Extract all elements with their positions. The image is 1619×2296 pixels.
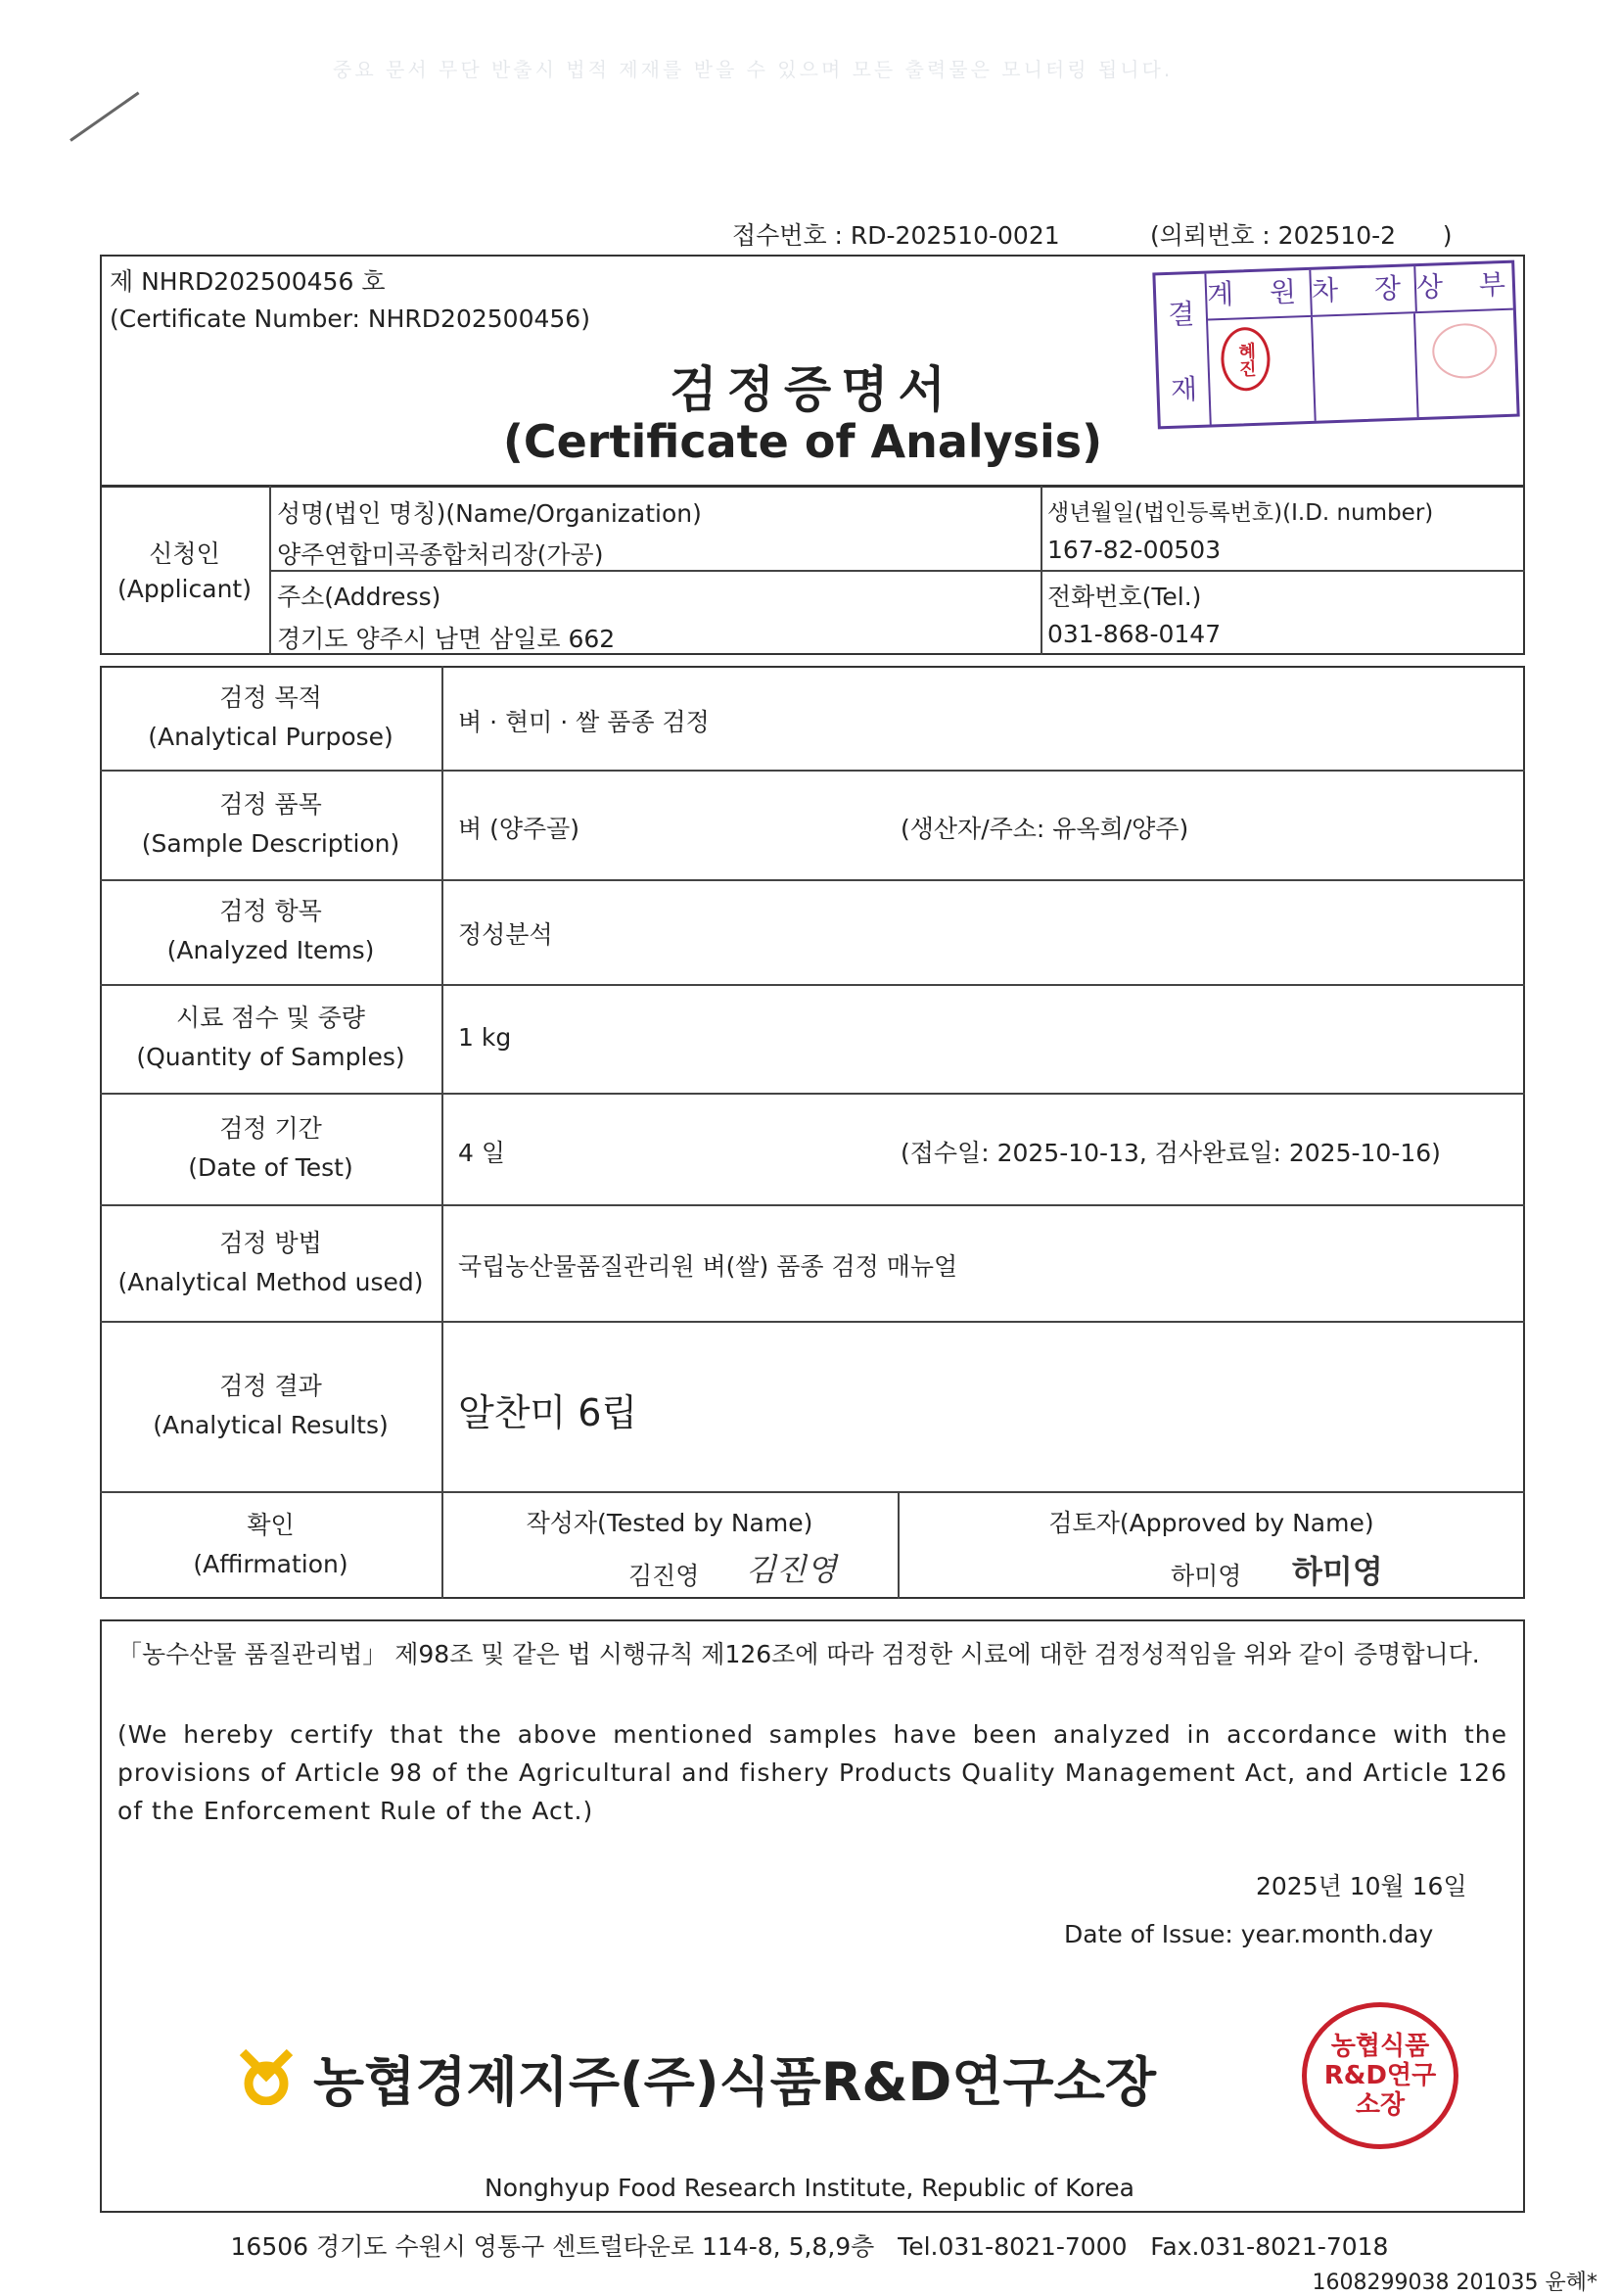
stamp-header: 계 원 (1206, 270, 1313, 319)
issuer-name: 농협경제지주(주)식품R&D연구소장 (313, 2051, 1156, 2113)
applicant-address: 경기도 양주시 남면 삼일로 662 (277, 625, 616, 653)
approved-by-label: 검토자(Approved by Name) (1048, 1509, 1374, 1537)
row-label: 확인 (247, 1511, 295, 1539)
row-label-en: (Analytical Results) (153, 1411, 389, 1439)
print-id: 1608299038 201035 윤혜* (1312, 2271, 1597, 2295)
watermark-notice: 중요 문서 무단 반출시 법적 제재를 받을 수 있으며 모든 출력물은 모니터링 됩니다. (333, 58, 1174, 81)
row-label-en: (Sample Description) (141, 829, 400, 858)
official-seal-text: 농협식품R&D연구소장 (1323, 2032, 1437, 2120)
row-label-en: (Analytical Purpose) (148, 723, 393, 751)
row-value: 벼 · 현미 · 쌀 품종 검정 (458, 708, 710, 736)
statement-box (100, 1619, 1525, 2213)
statement-en: (We hereby certify that the above mentioned samples have been analyzed in accordance with the provisions of Article 98 of the Agricultural and fishery Products Quality Management Act, and Article 126 of the Enforcement Rule of the Act.) (117, 1720, 1507, 1825)
stamp-side-label: 재 (1170, 372, 1198, 406)
row-value: 1 kg (458, 1023, 512, 1052)
row-label: 검정 방법 (219, 1229, 322, 1257)
tel-label: 전화번호(Tel.) (1047, 583, 1202, 611)
request-number: (의뢰번호 : 202510-2 ) (1150, 221, 1453, 250)
tested-by-name: 김진영 (628, 1562, 700, 1590)
row-value: 벼 (양주골) (458, 815, 580, 843)
page-title-en: (Certificate of Analysis) (502, 415, 1103, 468)
tested-by-label: 작성자(Tested by Name) (526, 1509, 813, 1537)
row-label: 검정 품목 (219, 790, 322, 819)
row-label-en: (Quantity of Samples) (136, 1043, 405, 1071)
official-seal (1302, 2002, 1458, 2149)
analysis-result: 알찬미 6립 (458, 1391, 638, 1434)
applicant-tel: 031-868-0147 (1047, 620, 1222, 648)
certificate-number-ko: 제 NHRD202500456 호 (110, 267, 386, 296)
certificate-number-en: (Certificate Number: NHRD202500456) (110, 305, 590, 333)
tested-by-signature: 김진영 (746, 1551, 837, 1588)
row-label-en: (Analytical Method used) (117, 1268, 424, 1296)
row-value: 정성분석 (458, 920, 553, 949)
nonghyup-logo-icon (235, 2046, 298, 2105)
statement-ko: 「농수산물 품질관리법」 제98조 및 같은 법 시행규칙 제126조에 따라 검정한 시료에 대한 검정성적임을 위와 같이 증명합니다. (117, 1640, 1480, 1668)
row-label: 시료 점수 및 중량 (176, 1004, 365, 1032)
row-label: 검정 목적 (219, 683, 322, 712)
footer-address: 16506 경기도 수원시 영통구 센트럴타운로 114-8, 5,8,9층 Tel.031-8021-7000 Fax.031-8021-7018 (230, 2232, 1389, 2261)
faded-seal (1431, 322, 1498, 379)
applicant-label-en: (Applicant) (117, 575, 252, 603)
stamp-header: 상 부 (1415, 267, 1520, 305)
page-title: 검정증명서 (670, 361, 955, 418)
stamp-side-label: 결 (1167, 297, 1195, 331)
approval-stamp (1152, 260, 1519, 430)
issue-date: 2025년 10월 16일 (1256, 1872, 1467, 1900)
address-label: 주소(Address) (277, 583, 441, 611)
personal-seal: 혜진 (1220, 326, 1271, 392)
approved-by-name: 하미영 (1171, 1562, 1242, 1590)
id-label: 생년월일(법인등록번호)(I.D. number) (1047, 500, 1434, 526)
name-label: 성명(법인 명칭)(Name/Organization) (277, 499, 702, 528)
row-value: 국립농산물품질관리원 벼(쌀) 품종 검정 매뉴얼 (458, 1252, 958, 1281)
row-label: 검정 항목 (219, 897, 322, 925)
row-label-en: (Date of Test) (188, 1153, 353, 1182)
row-value: 4 일 (458, 1139, 506, 1167)
applicant-name: 양주연합미곡종합처리장(가공) (277, 540, 604, 569)
approved-by-signature: 하미영 (1292, 1553, 1383, 1590)
applicant-id: 167-82-00503 (1047, 536, 1222, 564)
scan-mark (69, 92, 139, 142)
row-label-en: (Analyzed Items) (166, 936, 375, 964)
row-extra: (생산자/주소: 유옥희/양주) (901, 815, 1189, 843)
row-label: 검정 결과 (219, 1372, 322, 1400)
applicant-label: 신청인 (149, 539, 220, 568)
issuer-name-en: Nonghyup Food Research Institute, Republic of Korea (485, 2174, 1134, 2202)
row-label-en: (Affirmation) (193, 1550, 348, 1578)
receipt-number: 접수번호 : RD-202510-0021 (732, 221, 1060, 250)
row-label: 검정 기간 (219, 1114, 322, 1143)
row-extra: (접수일: 2025-10-13, 검사완료일: 2025-10-16) (901, 1139, 1441, 1167)
stamp-header: 차 장 (1311, 266, 1417, 315)
issue-date-label: Date of Issue: year.month.day (1064, 1920, 1434, 1948)
